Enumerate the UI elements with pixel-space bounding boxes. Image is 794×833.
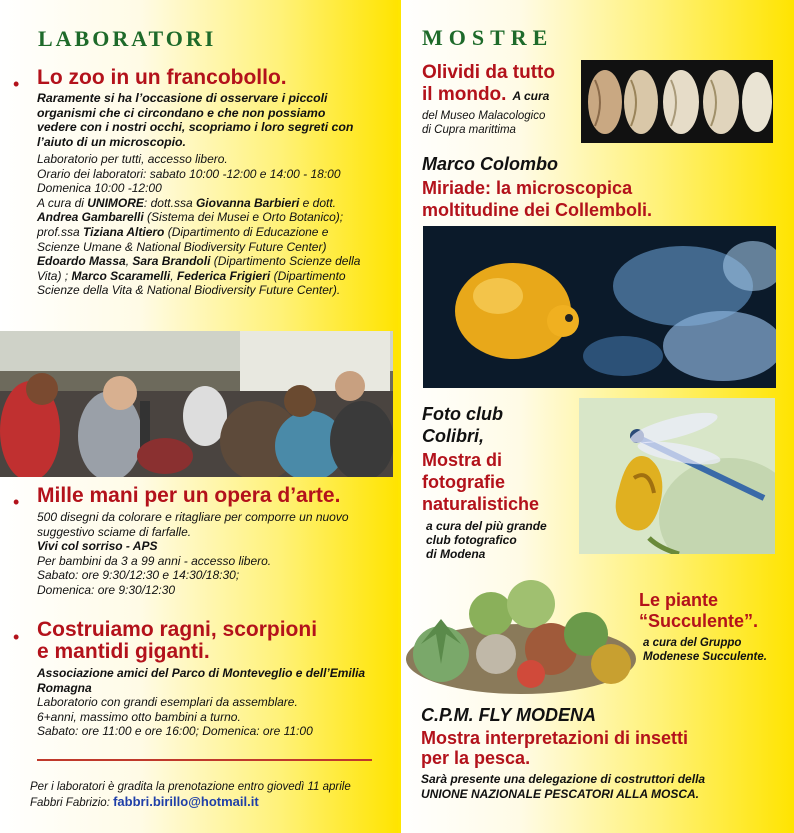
lab3-line1: Laboratorio con grandi esemplari da assemblare. xyxy=(37,695,298,710)
lab1-intro: Raramente si ha l’occasione di osservare i piccoli organismi che ci circondano e che non possiamo vedere con i nostri occhi, scopriamo i loro segreti con l’aiuto di un microscopio. xyxy=(37,91,354,149)
bullet-icon: • xyxy=(13,627,20,647)
dragonfly-photo xyxy=(579,398,775,554)
lab2-line3: Domenica: ore 9:30/12:30 xyxy=(37,582,176,597)
m4-title: Le piante “Succulente”. xyxy=(639,590,759,631)
collembola-photo xyxy=(423,226,776,388)
email-link[interactable]: fabbri.birillo@hotmail.it xyxy=(113,793,259,809)
m5-club: C.P.M. FLY MODENA xyxy=(421,705,597,725)
lab2-body xyxy=(37,510,367,598)
lab3-line2: 6+anni, massimo otto bambini a turno. xyxy=(37,709,241,724)
contact-line: Fabbri Fabrizio: fabbri.birillo@hotmail.it xyxy=(30,793,259,809)
m3-title: Mostra di fotografie naturalistiche xyxy=(422,450,540,514)
m3-club: Foto club Colibri, xyxy=(422,404,503,446)
lab2-org: Vivi col sorriso - APS xyxy=(37,539,158,554)
mostre-heading: MOSTRE xyxy=(422,25,554,50)
lab2-line2: Sabato: ore 9:30/12:30 e 14:30/18:30; xyxy=(37,568,240,583)
children-microscope-photo xyxy=(0,331,393,477)
m3-cura: a cura del più grande club fotografico di Modena xyxy=(426,519,547,561)
bullet-icon: • xyxy=(13,492,20,512)
divider-line xyxy=(37,759,372,761)
lab2-title: Mille mani per un opera d’arte. xyxy=(37,484,341,507)
laboratori-heading: LABORATORI xyxy=(38,26,217,51)
lab1-credits: A cura di UNIMORE: dott.ssa Giovanna Barbieri e dott. Andrea Gambarelli (Sistema dei Musei e Orto Botanico); prof.ssa Tiziana Altiero (Dipartimento di Educazione e Scienze Umane & National Biodiversity Future Center) Edoardo Massa, Sara Brandoli (Dipartimento Scienze della Vita) ; Marco Scaramelli, Federica Frigieri (Dipartimento Scienze della Vita & National Biodiversity Future Center). xyxy=(37,195,361,298)
m2-title: Miriade: la microscopica moltitudine dei Collemboli. xyxy=(422,178,653,220)
m4-cura: a cura del Gruppo Modenese Succulente. xyxy=(643,637,767,663)
lab1-access: Laboratorio per tutti, accesso libero. xyxy=(37,152,228,166)
lab2-line1: Per bambini da 3 a 99 anni - accesso libero. xyxy=(37,553,272,568)
lab3-org: Associazione amici del Parco di Monteveglio e dell’Emilia Romagna xyxy=(37,666,366,695)
cura-org: UNIMORE xyxy=(87,195,144,210)
lab3-body xyxy=(37,666,367,739)
mostre-column xyxy=(401,0,794,833)
olive-shells-photo xyxy=(581,60,773,143)
m1-title: Olividi da tutto il mondo. A cura xyxy=(422,62,555,105)
lab1-title: Lo zoo in un francobollo. xyxy=(37,66,287,89)
booking-note: Per i laboratori è gradita la prenotazione entro giovedì 11 aprile xyxy=(30,781,351,793)
m1-cura: del Museo Malacologico di Cupra marittima xyxy=(422,110,546,136)
lab1-details xyxy=(37,152,387,298)
lab3-line3: Sabato: ore 11:00 e ore 16:00; Domenica: ore 11:00 xyxy=(37,724,313,739)
succulents-photo xyxy=(401,574,641,694)
m5-desc: Sarà presente una delegazione di costruttori della UNIONE NAZIONALE PESCATORI ALLA MOSCA. xyxy=(421,772,706,801)
m2-author: Marco Colombo xyxy=(422,154,559,174)
m5-title: Mostra interpretazioni di insetti per la pesca. xyxy=(421,728,689,768)
lab1-hours1: Orario dei laboratori: sabato 10:00 -12:00 e 14:00 - 18:00 xyxy=(37,166,341,181)
bullet-icon: • xyxy=(13,74,20,94)
lab1-hours2: Domenica 10:00 -12:00 xyxy=(37,181,162,196)
lab3-title: Costruiamo ragni, scorpioni e mantidi giganti. xyxy=(37,618,318,663)
lab2-desc: 500 disegni da colorare e ritagliare per comporre un nuovo suggestivo sciame di farfalle. xyxy=(37,510,349,539)
footer-note xyxy=(30,780,390,810)
